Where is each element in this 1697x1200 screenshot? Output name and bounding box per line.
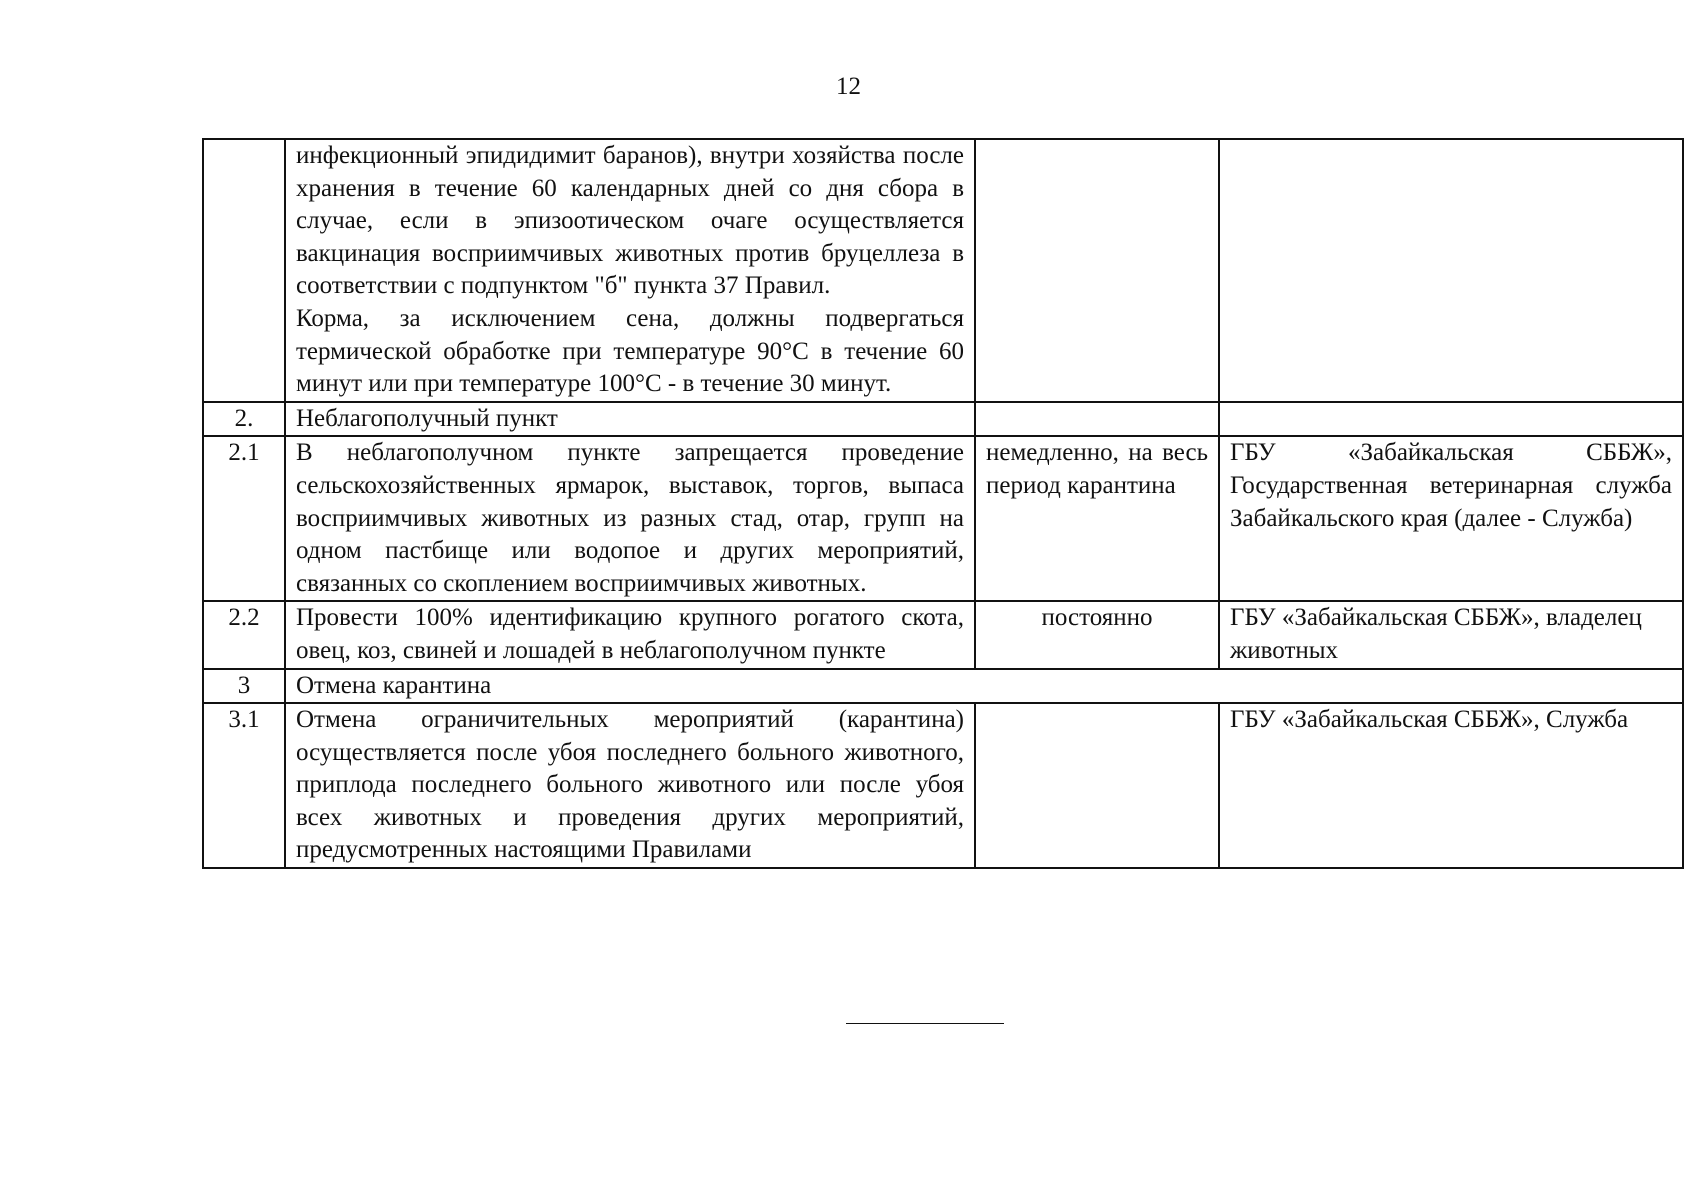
row-number (203, 139, 285, 402)
section-number: 2. (203, 402, 285, 437)
measure-text (285, 436, 975, 601)
term-cell (975, 139, 1219, 402)
measures-table (202, 138, 1684, 869)
term-cell (975, 402, 1219, 437)
measure-text (285, 703, 975, 868)
measure-paragraph: инфекционный эпидидимит баранов), внутри хозяйства после хранения в течение 60 календарных дней со дня сбора в случае, если в эпизоотическом очаге осуществляется вакцинация восприимчивых животных против бруцеллеза в соответствии с подпунктом "б" пункта 37 Правил. (296, 142, 964, 300)
responsible-cell (1219, 703, 1683, 868)
responsible-cell (1219, 139, 1683, 402)
responsible-text: ГБУ «Забайкальская СББЖ», Государственная ветеринарная служба Забайкальского края (далее - Служба) (1230, 439, 1672, 532)
term-cell (975, 436, 1219, 601)
row-number: 2.2 (203, 601, 285, 668)
measure-paragraph: В неблагополучном пункте запрещается проведение сельскохозяйственных ярмарок, выставок, торгов, выпаса восприимчивых животных из разных стад, отар, групп на одном пастбище или водопое и других мероприятий, связанных со скоплением восприимчивых животных. (296, 439, 964, 597)
table-row (203, 139, 1683, 402)
term-cell: постоянно (975, 601, 1219, 668)
measure-paragraph: Корма, за исключением сена, должны подвергаться термической обработке при температуре 90°С в течение 60 минут или при температуре 100°С - в течение 30 минут. (296, 304, 964, 398)
table-row (203, 601, 1683, 668)
responsible-cell: ГБУ «Забайкальская СББЖ», владелец животных (1219, 601, 1683, 668)
responsible-text: ГБУ «Забайкальская СББЖ», Служба (1230, 706, 1629, 734)
responsible-cell (1219, 402, 1683, 437)
term-text: немедленно, на весь период карантина (986, 439, 1208, 499)
section-title: Отмена карантина (285, 669, 1683, 704)
table-row (203, 436, 1683, 601)
table-row (203, 703, 1683, 868)
measure-paragraph: Отмена ограничительных мероприятий (карантина) осуществляется после убоя последнего больного животного, приплода последнего больного животного или после убоя всех животных и проведения других мероприятий, предусмотренных настоящими Правилами (296, 706, 964, 864)
section-number: 3 (203, 669, 285, 704)
row-number: 3.1 (203, 703, 285, 868)
measure-text (285, 139, 975, 402)
measure-text (285, 601, 975, 668)
row-number: 2.1 (203, 436, 285, 601)
responsible-cell (1219, 436, 1683, 601)
table-row (203, 669, 1683, 704)
table-row (203, 402, 1683, 437)
section-title: Неблагополучный пункт (285, 402, 975, 437)
measure-paragraph: Провести 100% идентификацию крупного рогатого скота, овец, коз, свиней и лошадей в неблагополучном пункте (296, 604, 964, 664)
page-number: 12 (836, 73, 861, 100)
end-separator-line (846, 1023, 1004, 1024)
term-cell (975, 703, 1219, 868)
